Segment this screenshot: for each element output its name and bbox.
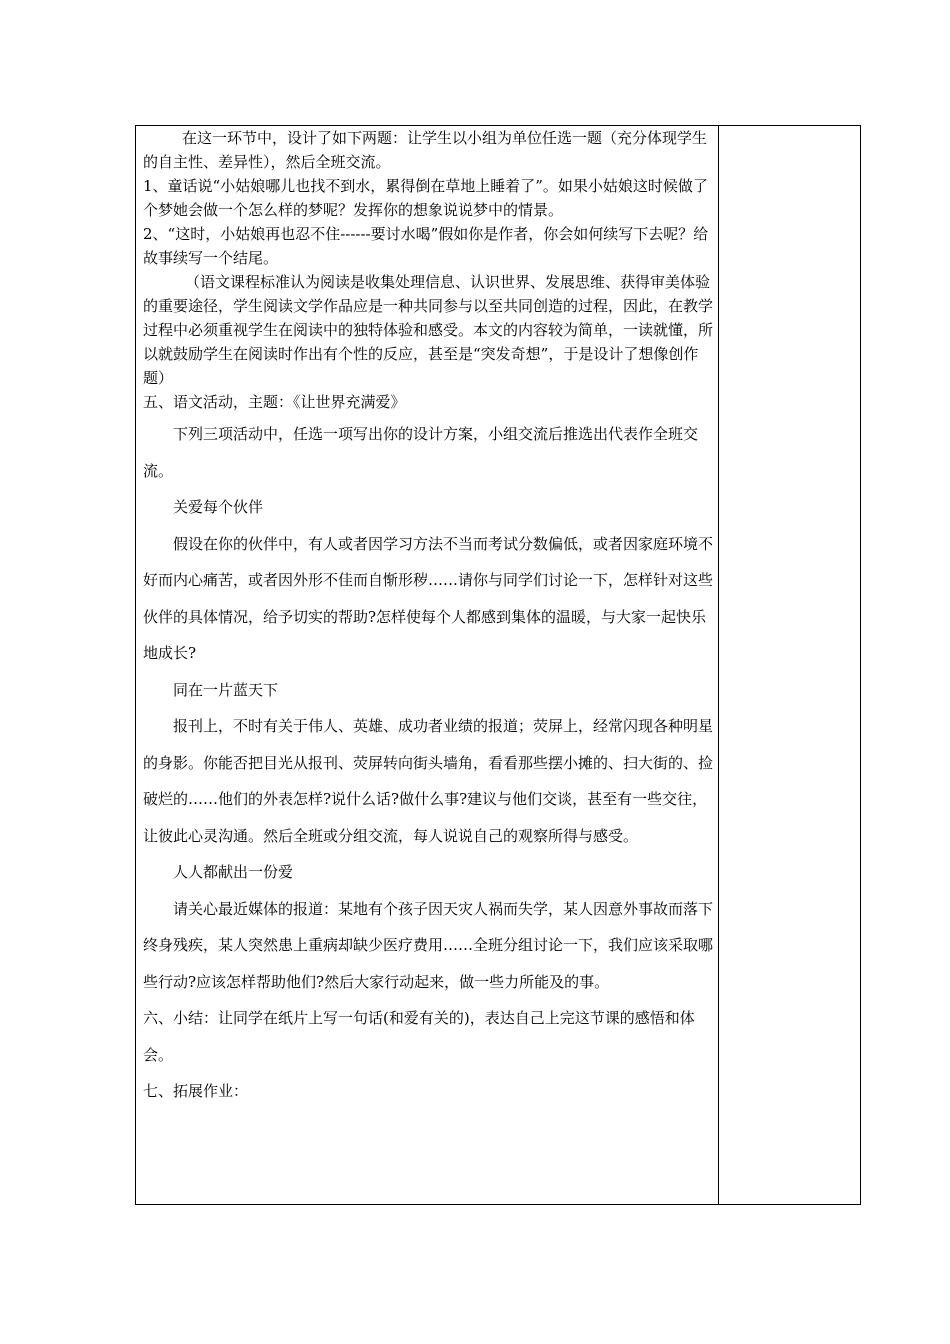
activity-one-title: 关爱每个伙伴 [173, 498, 264, 516]
activity-two-paragraph: 报刊上，不时有关于伟人、英雄、成功者业绩的报道；荧屏上，经常闪现各种明星的身影。你能否把目光从报刊、荧屏转向街头墙角，看看那些摆小摊的、扫大街的、捡破烂的……他们的外表怎样?说什么话?做什么事?建议与他们交谈，甚至有一些交往，让彼此心灵沟通。然后全班或分组交流，每人说说自己的观察所得与感受。 [143, 717, 714, 845]
design-note-paragraph: （语文课程标准认为阅读是收集处理信息、认识世界、发展思维、获得审美体验的重要途径，学生阅读文学作品应是一种共同参与以至共同创造的过程，因此，在教学过程中必须重视学生在阅读中的独特体验和感受。本文的内容较为简单，一读就懂，所以就鼓励学生在阅读时作出有个性的反应，甚至是“突发奇想”，于是设计了想像创作题） [143, 273, 714, 387]
intro-paragraph: 在这一环节中，设计了如下两题：让学生以小组为单位任选一题（充分体现学生的自主性、差异性），然后全班交流。 [143, 129, 708, 171]
column-divider [718, 125, 719, 1205]
activity-intro-paragraph: 下列三项活动中，任选一项写出你的设计方案，小组交流后推选出代表作全班交流。 [143, 425, 699, 480]
section-seven-heading: 七、拓展作业： [143, 1082, 249, 1100]
task-two-paragraph: 2、“这时，小姑娘再也忍不住------要讨水喝”假如你是作者，你会如何续写下去呢？给故事续写一个结尾。 [143, 225, 709, 267]
section-five-heading: 五、语文活动，主题：《让世界充满爱》 [143, 393, 406, 411]
lesson-content-cell [143, 126, 713, 1110]
activity-three-paragraph: 请关心最近媒体的报道：某地有个孩子因天灾人祸而失学，某人因意外事故而落下终身残疾，某人突然患上重病却缺少医疗费用……全班分组讨论一下，我们应该采取哪些行动?应该怎样帮助他们?然后大家行动起来，做一些力所能及的事。 [143, 899, 714, 991]
activity-three-title: 人人都献出一份爱 [173, 863, 294, 881]
task-one-paragraph: 1、童话说“小姑娘哪儿也找不到水，累得倒在草地上睡着了”。如果小姑娘这时候做了个梦她会做一个怎么样的梦呢？发挥你的想象说说梦中的情景。 [143, 177, 708, 219]
activity-two-title: 同在一片蓝天下 [173, 680, 279, 699]
activity-one-paragraph: 假设在你的伙伴中，有人或者因学习方法不当而考试分数偏低，或者因家庭环境不好而内心痛苦，或者因外形不佳而自惭形秽……请你与同学们讨论一下，怎样针对这些伙伴的具体情况，给予切实的帮助?怎样使每个人都感到集体的温暖，与大家一起快乐地成长? [143, 534, 714, 662]
section-six-summary: 六、小结：让同学在纸片上写一句话(和爱有关的)，表达自己上完这节课的感悟和体会。 [143, 1009, 695, 1064]
